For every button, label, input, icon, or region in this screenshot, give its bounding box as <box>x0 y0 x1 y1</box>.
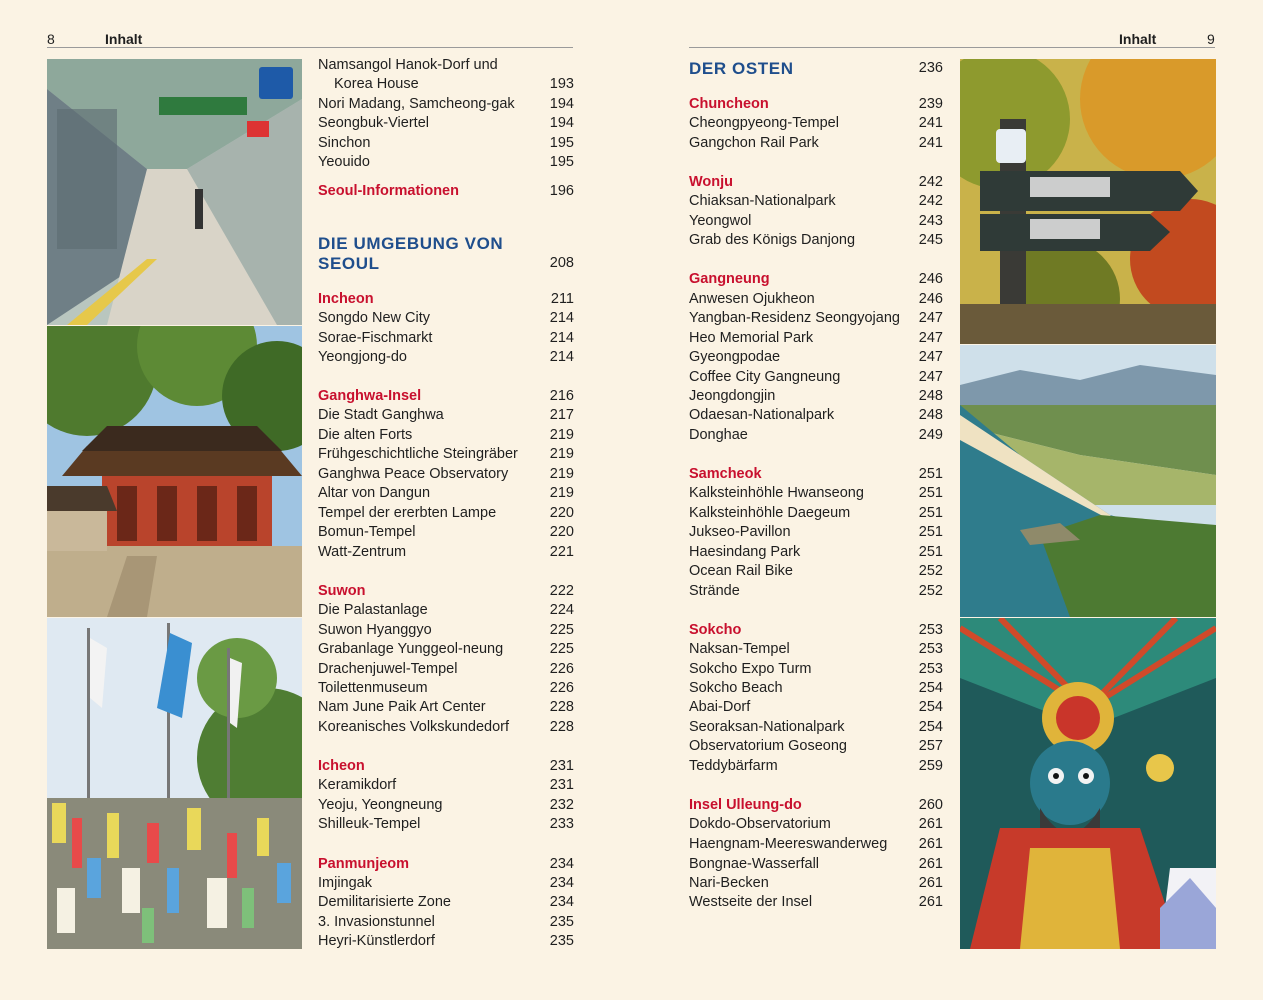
toc-page-number: 194 <box>549 96 574 112</box>
toc-page-number: 228 <box>549 719 574 735</box>
toc-label: Insel Ulleung-do <box>689 797 802 813</box>
running-head-right: Inhalt <box>1119 31 1157 47</box>
toc-label: Westseite der Insel <box>689 894 813 910</box>
toc-page-number: 239 <box>918 96 943 112</box>
toc-page-number: 254 <box>918 719 943 735</box>
toc-page-number: 234 <box>549 875 574 891</box>
toc-label: Heyri-Künstlerdorf <box>318 933 435 949</box>
toc-label: Seoul-Informationen <box>318 183 459 199</box>
toc-page-number: 208 <box>549 255 574 271</box>
toc-page-number: 195 <box>549 154 574 170</box>
toc-page-number: 226 <box>549 661 574 677</box>
toc-label: DER OSTEN <box>689 59 794 78</box>
toc-label: Korea House <box>334 76 419 92</box>
toc-label: Yeongwol <box>689 213 752 229</box>
peace-ribbons-flags-icon <box>47 618 302 949</box>
toc-page-number: 211 <box>550 291 574 307</box>
toc-page-number: 236 <box>918 60 943 76</box>
toc-page-number: 254 <box>918 699 943 715</box>
toc-page-number: 225 <box>549 622 574 638</box>
toc-page-number: 247 <box>918 369 943 385</box>
toc-label: Kalksteinhöhle Hwanseong <box>689 485 864 501</box>
toc-page-number: 222 <box>549 583 574 599</box>
toc-page-number: 225 <box>549 641 574 657</box>
toc-page-number: 219 <box>549 446 574 462</box>
subway-platform-photo <box>47 59 302 325</box>
toc-label: Dokdo-Observatorium <box>689 816 831 832</box>
toc-label: Naksan-Tempel <box>689 641 790 657</box>
toc-label: Drachenjuwel-Tempel <box>318 661 458 677</box>
toc-page-number: 253 <box>918 661 943 677</box>
toc-page-number: 252 <box>918 563 943 579</box>
toc-label: Suwon Hyanggyo <box>318 622 432 638</box>
toc-page-number: 228 <box>549 699 574 715</box>
toc-page-number: 247 <box>918 310 943 326</box>
toc-label: Samcheok <box>689 466 762 482</box>
toc-label: DIE UMGEBUNG VON <box>318 234 504 253</box>
toc-page-number: 220 <box>549 505 574 521</box>
toc-page-number: 232 <box>549 797 574 813</box>
toc-page-number: 246 <box>918 271 943 287</box>
toc-label: Chuncheon <box>689 96 769 112</box>
toc-label: Strände <box>689 583 740 599</box>
toc-page-number: 251 <box>918 466 943 482</box>
toc-label: Watt-Zentrum <box>318 544 407 560</box>
toc-label: Grabanlage Yunggeol-neung <box>318 641 504 657</box>
toc-page-number: 253 <box>918 641 943 657</box>
toc-page-number: 253 <box>918 622 943 638</box>
toc-page-number: 261 <box>918 836 943 852</box>
toc-label: SEOUL <box>318 254 380 273</box>
toc-label: Cheongpyeong-Tempel <box>689 115 839 131</box>
toc-label: Yangban-Residenz Seongyojang <box>689 310 900 326</box>
toc-page-number: 194 <box>549 115 574 131</box>
toc-page-number: 196 <box>549 183 574 199</box>
toc-page-number: 248 <box>918 407 943 423</box>
toc-label: Yeongjong-do <box>318 349 407 365</box>
toc-page-number: 193 <box>549 76 574 92</box>
toc-label: Gyeongpodae <box>689 349 781 365</box>
toc-label: Songdo New City <box>318 310 431 326</box>
guardian-statue-photo <box>960 618 1216 949</box>
toc-page-number: 234 <box>549 894 574 910</box>
toc-label: Ganghwa Peace Observatory <box>318 466 509 482</box>
toc-label: Die Stadt Ganghwa <box>318 407 444 423</box>
toc-label: Heo Memorial Park <box>689 330 814 346</box>
toc-label: Abai-Dorf <box>689 699 751 715</box>
toc-label: Observatorium Goseong <box>689 738 847 754</box>
toc-label: Coffee City Gangneung <box>689 369 841 385</box>
toc-label: Bomun-Tempel <box>318 524 416 540</box>
toc-page-number: 252 <box>918 583 943 599</box>
toc-page-number: 241 <box>918 135 943 151</box>
toc-label: Jeongdongjin <box>689 388 776 404</box>
toc-label: Gangchon Rail Park <box>689 135 819 151</box>
toc-page-number: 241 <box>918 115 943 131</box>
toc-label: Wonju <box>689 174 734 190</box>
toc-label: Anwesen Ojukheon <box>689 291 815 307</box>
toc-page-number: 233 <box>549 816 574 832</box>
toc-page-number: 247 <box>918 330 943 346</box>
toc-page-number: 219 <box>549 485 574 501</box>
trail-signpost-icon <box>960 59 1216 344</box>
toc-page-number: 242 <box>918 174 943 190</box>
toc-label: 3. Invasionstunnel <box>318 914 435 930</box>
toc-label: Incheon <box>318 291 374 307</box>
toc-page-number: 251 <box>918 524 943 540</box>
toc-label: Jukseo-Pavillon <box>689 524 791 540</box>
subway-platform-icon <box>47 59 302 325</box>
toc-label: Tempel der ererbten Lampe <box>318 505 497 521</box>
toc-page-number: 251 <box>918 505 943 521</box>
toc-page-number: 217 <box>549 407 574 423</box>
toc-page-number: 214 <box>549 349 574 365</box>
toc-label: Nori Madang, Samcheong-gak <box>318 96 515 112</box>
toc-label: Donghae <box>689 427 748 443</box>
toc-label: Gangneung <box>689 271 770 287</box>
toc-page-number: 243 <box>918 213 943 229</box>
toc-label: Ocean Rail Bike <box>689 563 793 579</box>
toc-label: Yeouido <box>318 154 370 170</box>
toc-page-number: 251 <box>918 485 943 501</box>
toc-page-number: 259 <box>918 758 943 774</box>
toc-label: Demilitarisierte Zone <box>318 894 451 910</box>
toc-page-number: 214 <box>549 310 574 326</box>
toc-page-number: 221 <box>549 544 574 560</box>
toc-label: Frühgeschichtliche Steingräber <box>318 446 518 462</box>
toc-label: Panmunjeom <box>318 856 410 872</box>
toc-label: Keramikdorf <box>318 777 397 793</box>
page-number-right: 9 <box>1207 31 1215 47</box>
toc-label: Sokcho <box>689 622 742 638</box>
toc-label: Die alten Forts <box>318 427 413 443</box>
toc-right <box>689 0 943 1000</box>
toc-page-number: 231 <box>549 777 574 793</box>
toc-page-number: 220 <box>549 524 574 540</box>
toc-label: Sokcho Expo Turm <box>689 661 812 677</box>
toc-page-number: 231 <box>549 758 574 774</box>
toc-label: Sinchon <box>318 135 371 151</box>
toc-label: Shilleuk-Tempel <box>318 816 421 832</box>
toc-page-number: 249 <box>918 427 943 443</box>
toc-label: Haesindang Park <box>689 544 801 560</box>
toc-page-number: 216 <box>549 388 574 404</box>
toc-page-number: 246 <box>918 291 943 307</box>
toc-left <box>318 0 574 1000</box>
toc-label: Yeoju, Yeongneung <box>318 797 443 813</box>
toc-page-number: 219 <box>549 466 574 482</box>
toc-label: Odaesan-Nationalpark <box>689 407 835 423</box>
toc-label: Teddybärfarm <box>689 758 778 774</box>
toc-page-number: 219 <box>549 427 574 443</box>
toc-label: Altar von Dangun <box>318 485 431 501</box>
toc-page-number: 260 <box>918 797 943 813</box>
toc-page-number: 214 <box>549 330 574 346</box>
toc-page-number: 234 <box>549 856 574 872</box>
toc-page-number: 245 <box>918 232 943 248</box>
toc-label: Bongnae-Wasserfall <box>689 856 820 872</box>
toc-label: Kalksteinhöhle Daegeum <box>689 505 851 521</box>
running-head-left: Inhalt <box>105 31 143 47</box>
right-page <box>632 0 1263 1000</box>
toc-page-number: 261 <box>918 875 943 891</box>
toc-label: Seoraksan-Nationalpark <box>689 719 845 735</box>
ribbons-flags-photo <box>47 618 302 949</box>
toc-label: Nari-Becken <box>689 875 769 891</box>
toc-label: Nam June Paik Art Center <box>318 699 486 715</box>
toc-page-number: 235 <box>549 914 574 930</box>
toc-label: Sorae-Fischmarkt <box>318 330 433 346</box>
toc-page-number: 242 <box>918 193 943 209</box>
toc-label: Sokcho Beach <box>689 680 783 696</box>
toc-page-number: 224 <box>549 602 574 618</box>
toc-label: Chiaksan-Nationalpark <box>689 193 836 209</box>
left-page <box>0 0 631 1000</box>
trail-signpost-photo <box>960 59 1216 344</box>
toc-label: Seongbuk-Viertel <box>318 115 429 131</box>
toc-page-number: 254 <box>918 680 943 696</box>
toc-label: Grab des Königs Danjong <box>689 232 856 248</box>
temple-photo <box>47 326 302 617</box>
toc-label: Suwon <box>318 583 366 599</box>
temple-guardian-icon <box>960 618 1216 949</box>
toc-label: Die Palastanlage <box>318 602 428 618</box>
toc-page-number: 248 <box>918 388 943 404</box>
toc-page-number: 251 <box>918 544 943 560</box>
toc-label: Ganghwa-Insel <box>318 388 422 404</box>
toc-page-number: 247 <box>918 349 943 365</box>
toc-page-number: 261 <box>918 894 943 910</box>
toc-page-number: 257 <box>918 738 943 754</box>
toc-page-number: 261 <box>918 856 943 872</box>
toc-label: Haengnam-Meereswanderweg <box>689 836 888 852</box>
coastline-aerial-icon <box>960 345 1216 617</box>
toc-label: Toilettenmuseum <box>318 680 428 696</box>
toc-page-number: 235 <box>549 933 574 949</box>
toc-label: Imjingak <box>318 875 372 891</box>
toc-label: Icheon <box>318 758 365 774</box>
korean-temple-icon <box>47 326 302 617</box>
toc-label: Koreanisches Volkskundedorf <box>318 719 510 735</box>
toc-page-number: 261 <box>918 816 943 832</box>
toc-page-number: 195 <box>549 135 574 151</box>
toc-label: Namsangol Hanok-Dorf und <box>318 57 498 73</box>
coastline-photo <box>960 345 1216 617</box>
toc-page-number: 226 <box>549 680 574 696</box>
page-number-left: 8 <box>47 31 55 47</box>
